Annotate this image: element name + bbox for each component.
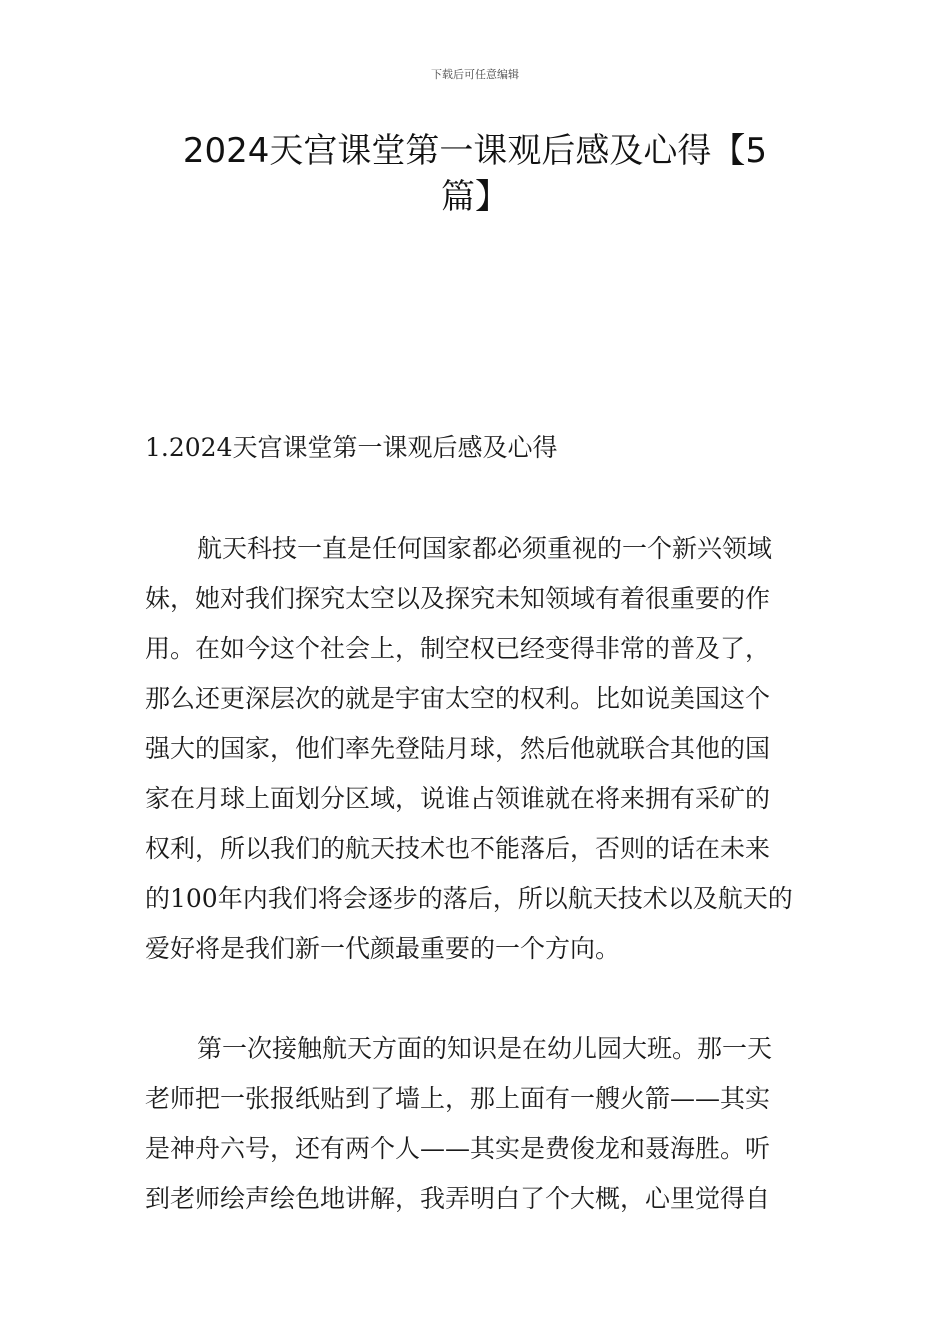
paragraph-line: 那么还更深层次的就是宇宙太空的权利。比如说美国这个 [145, 684, 771, 713]
document-title [150, 128, 800, 220]
paragraph-line: 第一次接触航天方面的知识是在幼儿园大班。那一天 [197, 1034, 773, 1063]
paragraph-line: 老师把一张报纸贴到了墙上，那上面有一艘火箭——其实 [145, 1084, 771, 1113]
paragraph-line: 权利，所以我们的航天技术也不能落后，否则的话在未来 [145, 834, 771, 863]
paragraph-line: 航天科技一直是任何国家都必须重视的一个新兴领域 [197, 534, 773, 563]
paragraph-1 [145, 524, 805, 974]
paragraph-line: 是神舟六号，还有两个人——其实是费俊龙和聂海胜。听 [145, 1134, 771, 1163]
header-note: 下载后可任意编辑 [431, 68, 519, 81]
paragraph-line: 的100年内我们将会逐步的落后，所以航天技术以及航天的 [145, 884, 793, 913]
paragraph-2 [145, 1024, 805, 1224]
paragraph-line: 家在月球上面划分区域，说谁占领谁就在将来拥有采矿的 [145, 784, 771, 813]
paragraph-line: 用。在如今这个社会上，制空权已经变得非常的普及了， [145, 634, 771, 663]
paragraph-line: 强大的国家，他们率先登陆月球，然后他就联合其他的国 [145, 734, 771, 763]
paragraph-line: 妹，她对我们探究太空以及探究未知领域有着很重要的作 [145, 584, 771, 613]
section-heading: 1.2024天宫课堂第一课观后感及心得 [145, 433, 558, 462]
title-line-2: 篇】 [441, 177, 509, 217]
paragraph-line: 爱好将是我们新一代颜最重要的一个方向。 [145, 934, 621, 963]
paragraph-line: 到老师绘声绘色地讲解，我弄明白了个大概，心里觉得自 [145, 1184, 771, 1213]
title-line-1: 2024天宫课堂第一课观后感及心得【5 [182, 131, 768, 171]
